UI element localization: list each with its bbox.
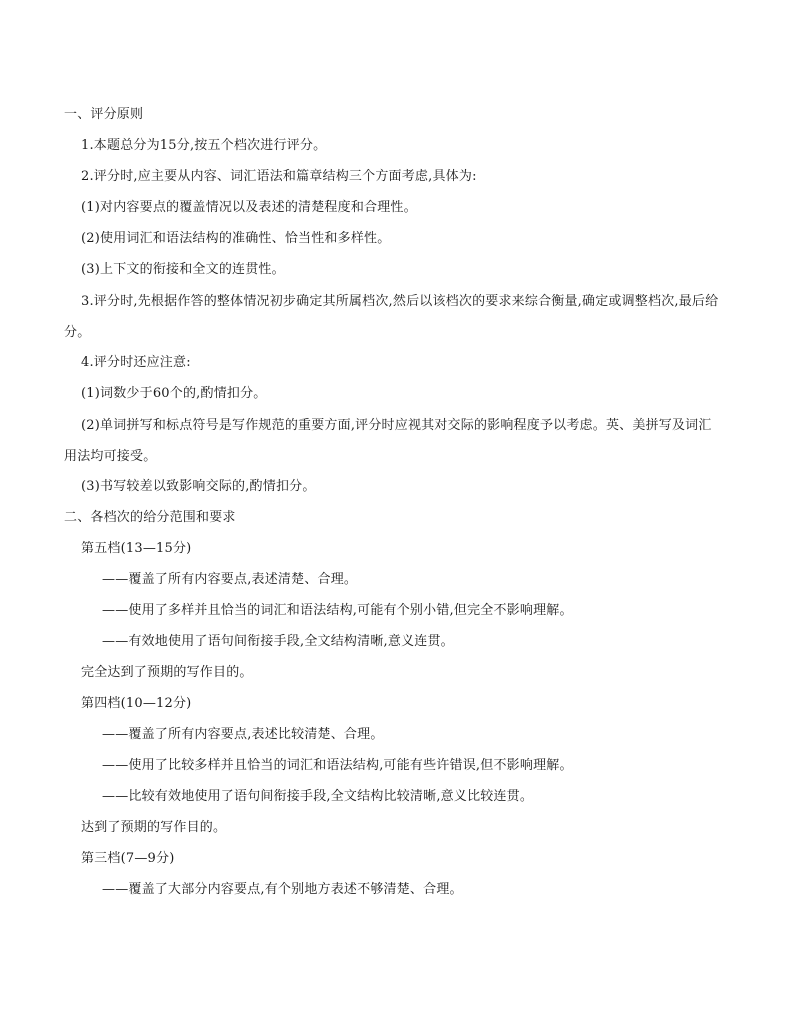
principle-item-4-sub-1: (1)词数少于60个的,酌情扣分。 xyxy=(81,386,267,401)
section-heading-scoring-principles: 一、评分原则 xyxy=(64,107,144,122)
principle-item-1: 1.本题总分为15分,按五个档次进行评分。 xyxy=(81,138,327,153)
level-4-summary: 达到了预期的写作目的。 xyxy=(81,820,227,835)
principle-item-3: 3.评分时,先根据作答的整体情况初步确定其所属档次,然后以该档次的要求来综合衡量,确定或调整档次,最后给分。 xyxy=(64,294,719,340)
level-3-title: 第三档(7—9分) xyxy=(81,851,175,866)
level-4-title: 第四档(10—12分) xyxy=(81,696,192,711)
level-5-point-3: ——有效地使用了语句间衔接手段,全文结构清晰,意义连贯。 xyxy=(102,634,454,649)
section-heading-score-levels: 二、各档次的给分范围和要求 xyxy=(64,510,236,525)
level-4-point-2: ——使用了比较多样并且恰当的词汇和语法结构,可能有些许错误,但不影响理解。 xyxy=(102,758,573,773)
level-3-point-1: ——覆盖了大部分内容要点,有个别地方表述不够清楚、合理。 xyxy=(102,882,463,897)
level-5-title: 第五档(13—15分) xyxy=(81,541,192,556)
principle-item-2-sub-1: (1)对内容要点的覆盖情况以及表述的清楚程度和合理性。 xyxy=(81,200,417,215)
level-4-point-1: ——覆盖了所有内容要点,表述比较清楚、合理。 xyxy=(102,727,384,742)
principle-item-2-sub-3: (3)上下文的衔接和全文的连贯性。 xyxy=(81,262,285,277)
principle-item-2: 2.评分时,应主要从内容、词汇语法和篇章结构三个方面考虑,具体为: xyxy=(81,169,477,184)
level-5-point-1: ——覆盖了所有内容要点,表述清楚、合理。 xyxy=(102,572,358,587)
principle-item-4: 4.评分时还应注意: xyxy=(81,355,191,370)
level-4-point-3: ——比较有效地使用了语句间衔接手段,全文结构比较清晰,意义比较连贯。 xyxy=(102,789,534,804)
principle-item-2-sub-2: (2)使用词汇和语法结构的准确性、恰当性和多样性。 xyxy=(81,231,391,246)
level-5-point-2: ——使用了多样并且恰当的词汇和语法结构,可能有个别小错,但完全不影响理解。 xyxy=(102,603,573,618)
level-5-summary: 完全达到了预期的写作目的。 xyxy=(81,665,253,680)
principle-item-4-sub-2: (2)单词拼写和标点符号是写作规范的重要方面,评分时应视其对交际的影响程度予以考虑。英、美拼写及词汇用法均可接受。 xyxy=(64,418,712,464)
principle-item-4-sub-3: (3)书写较差以致影响交际的,酌情扣分。 xyxy=(81,479,316,494)
